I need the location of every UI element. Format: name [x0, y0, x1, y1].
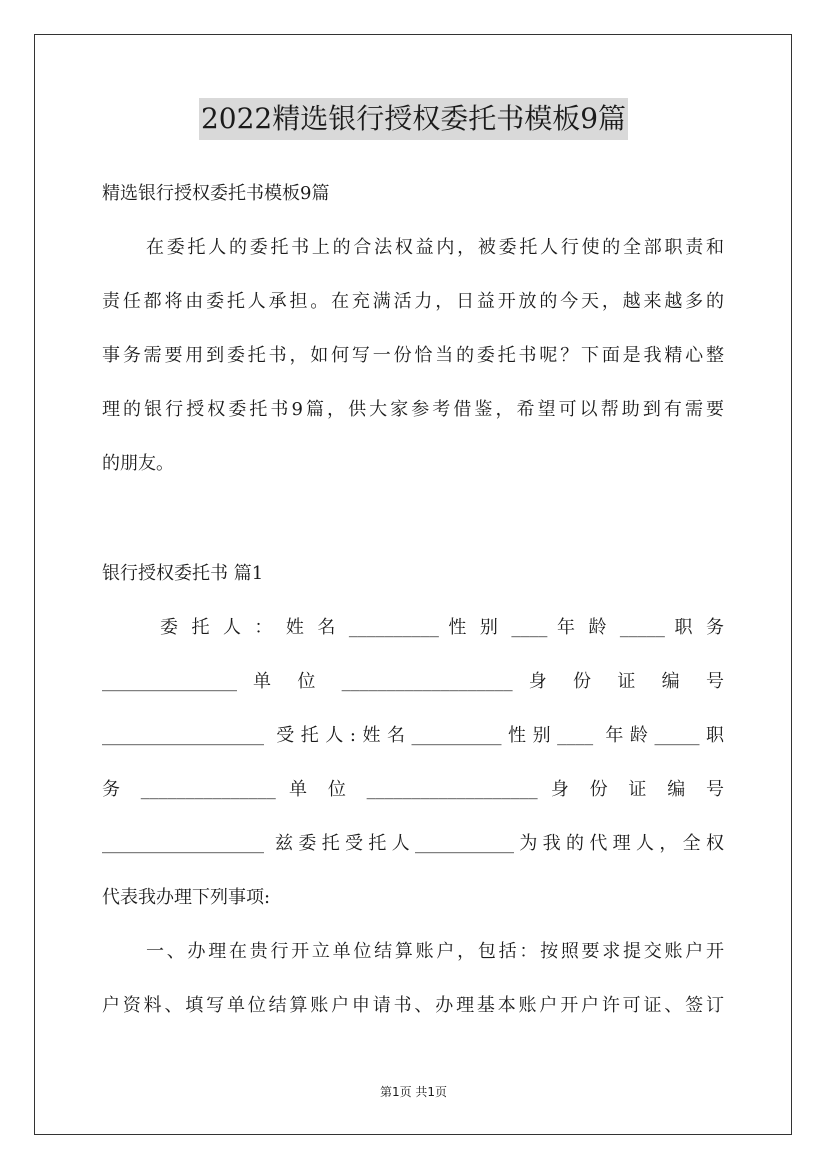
intro-line: 的朋友。 — [102, 453, 174, 474]
page-footer: 第1页 共1页 — [379, 1085, 448, 1099]
item-line: 一、办理在贵行开立单位结算账户，包括：按照要求提交账户开 — [146, 941, 724, 962]
intro-line: 责任都将由委托人承担。在充满活力，日益开放的今天，越来越多的 — [102, 291, 724, 312]
form-line: 代表我办理下列事项: — [102, 887, 271, 908]
intro-line: 在委托人的委托书上的合法权益内，被委托人行使的全部职责和 — [146, 237, 724, 258]
form-line: __________________ 受托人:姓名__________性别____ 年龄_____职 — [102, 725, 724, 746]
form-line: _______________ 单 位 ___________________ 身 份 证 编 号 — [102, 671, 724, 692]
section-heading: 银行授权委托书 篇1 — [102, 563, 264, 584]
document-subtitle: 精选银行授权委托书模板9篇 — [102, 183, 330, 204]
form-line: 务 _______________ 单 位 ___________________ 身 份 证 编 号 — [102, 779, 724, 800]
item-line: 户资料、填写单位结算账户申请书、办理基本账户开户许可证、签订 — [102, 995, 724, 1016]
document-title: 2022精选银行授权委托书模板9篇 — [199, 98, 628, 140]
form-line: 委 托 人 ： 姓 名 __________ 性 别 ____ 年 龄 _____ 职 务 — [160, 617, 724, 638]
title-container — [0, 98, 827, 140]
intro-line: 事务需要用到委托书，如何写一份恰当的委托书呢？下面是我精心整 — [102, 345, 724, 366]
form-line: __________________ 兹委托受托人___________为我的代理人，全权 — [102, 833, 724, 854]
intro-line: 理的银行授权委托书9篇，供大家参考借鉴，希望可以帮助到有需要 — [102, 399, 724, 420]
